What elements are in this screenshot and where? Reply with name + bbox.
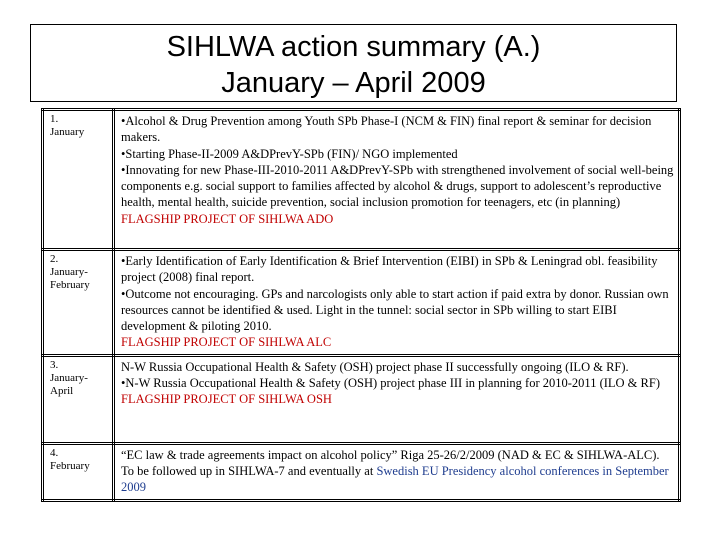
- row-period: January-April: [50, 371, 88, 397]
- table-row: [43, 355, 680, 443]
- table-row: [43, 110, 680, 250]
- title-line-1: SIHLWA action summary (A.): [166, 31, 541, 63]
- row-text: “EC law & trade agreements impact on alcohol policy” Riga 25-26/2/2009 (NAD & EC & SIHLWA-ALC). To be followed up in SIHLWA-7 and eventually at: [121, 447, 660, 479]
- list-item: N-W Russia Occupational Health & Safety (OSH) project phase II successfully ongoing (ILO & RF).: [121, 359, 629, 374]
- row-content: [114, 355, 680, 443]
- row-label: [43, 355, 114, 443]
- row-content: [114, 250, 680, 356]
- list-item: •Outcome not encouraging. GPs and narcologists only able to start action if paid extra by donor. Russian own resources cannot be identified & used. Light in the tunnel: social sector in SPb willing to start EIBI development & piloting 2010.: [121, 286, 669, 334]
- row-number: 2.: [50, 253, 59, 265]
- list-item: •Starting Phase-II-2009 A&DPrevY-SPb (FIN)/ NGO implemented: [121, 146, 458, 161]
- flagship-label: FLAGSHIP PROJECT OF SIHLWA ADO: [121, 211, 334, 226]
- flagship-label: FLAGSHIP PROJECT OF SIHLWA OSH: [121, 392, 332, 407]
- row-content: [114, 110, 680, 250]
- row-number: 1.: [50, 113, 59, 125]
- list-item: •Alcohol & Drug Prevention among Youth SPb Phase-I (NCM & FIN) final report & seminar for decision makers.: [121, 114, 652, 145]
- row-number: 4.: [50, 446, 59, 459]
- row-content: [114, 443, 680, 500]
- row-period: January: [50, 126, 85, 138]
- row-period: February: [50, 459, 90, 472]
- list-item: •Early Identification of Early Identification & Brief Intervention (EIBI) in SPb & Leningrad obl. feasibility project (2008) final report.: [121, 254, 658, 285]
- row-label: [43, 110, 114, 250]
- presidency-highlight: Swedish EU Presidency alcohol conferences in September 2009: [121, 464, 669, 495]
- action-summary-table: [41, 108, 681, 502]
- list-item: •N-W Russia Occupational Health & Safety (OSH) project phase III in planning for 2010-2011 (ILO & RF): [121, 376, 660, 391]
- table-row: [43, 250, 680, 356]
- table-row: [43, 443, 680, 500]
- row-period: January-February: [50, 266, 90, 291]
- title-line-2: January – April 2009: [221, 67, 486, 99]
- list-item: •Innovating for new Phase-III-2010-2011 A&DPrevY-SPb with strengthened involvement of social well-being components e.g. social support to families affected by alcohol & drugs, support to adolescent’s reproductive health, mental health, suicide prevention, social inclusion promotion for teenagers, etc (in planning): [121, 162, 674, 210]
- flagship-label: FLAGSHIP PROJECT OF SIHLWA ALC: [121, 335, 332, 350]
- row-label: [43, 443, 114, 500]
- slide-title: [30, 24, 677, 102]
- row-number: 3.: [50, 358, 59, 371]
- row-label: [43, 250, 114, 356]
